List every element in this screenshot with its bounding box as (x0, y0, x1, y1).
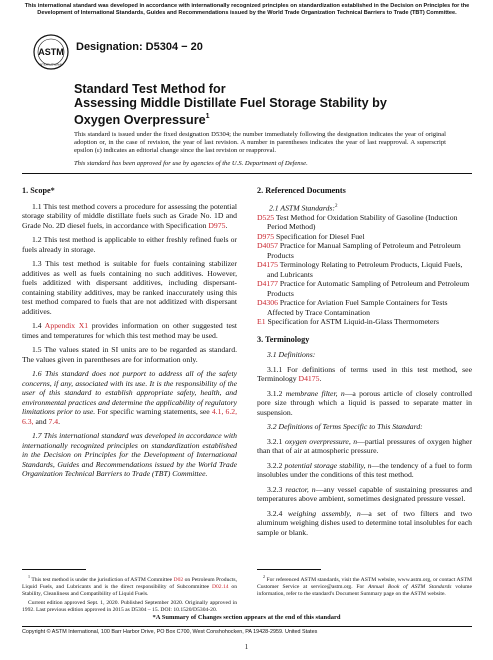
paragraph-1-1: 1.1 This test method covers a procedure for assessing the potential storage stability of middle distillate fuels such as Grade No. 1D and Grade No. 2D diesel fuels, in accordance with Specification D975. (22, 201, 237, 230)
reference-item[interactable]: E1 Specification for ASTM Liquid-in-Glass Thermometers (257, 317, 439, 327)
paragraph-3-2-2: 3.2.2 potential storage stability, n—the tendency of a fuel to form insolubles under the conditions of this test method. (257, 460, 472, 480)
scope-heading: 1. Scope* (22, 186, 55, 195)
reference-item[interactable]: D4175 Terminology Relating to Petroleum Products, Liquid Fuels, and Lubricants (257, 260, 463, 279)
reference-item[interactable]: D4306 Practice for Aviation Fuel Sample Containers for Tests Affected by Trace Contamination (257, 298, 448, 317)
reference-item[interactable]: D4177 Practice for Automatic Sampling of Petroleum and Petroleum Products (257, 279, 470, 298)
paragraph-3-2-1: 3.2.1 oxygen overpressure, n—partial pressures of oxygen higher than that of air at atmospheric pressure. (257, 436, 472, 456)
terminology-heading: 3. Terminology (257, 334, 310, 344)
header-divider (22, 173, 472, 174)
paragraph-3-1-1: 3.1.1 For definitions of terms used in this test method, see Terminology D4175. (257, 364, 472, 384)
right-column (257, 178, 472, 542)
standards-notice: This international standard was developed in accordance with internationally recognized principles on standardization established in the Decision on Principles for the Development of International Standards, Guides and Recommendations issued by the World Trade Organization Technical Barriers to Trade (TBT) Committee. (24, 3, 470, 17)
ref-link-d4175[interactable]: D4175 (298, 374, 320, 384)
paragraph-3-2-3: 3.2.3 reactor, n—any vessel capable of sustaining pressures and temperatures above ambient, sometimes designated pressure vessel. (257, 484, 473, 504)
reference-item[interactable]: D4057 Practice for Manual Sampling of Petroleum and Petroleum Products (257, 241, 461, 260)
astm-standards-label: 2.1 ASTM Standards:$^2$ (269, 203, 338, 213)
ref-link-warnings[interactable]: 4.1, 6.2, 6.3, (22, 407, 238, 426)
copyright-line: Copyright © ASTM International, 100 Barr Harbor Drive, PO Box C700, West Conshohocken, PA 19428-2959. United States (22, 626, 472, 635)
svg-text:INTERNATIONAL: INTERNATIONAL (39, 62, 63, 67)
reference-item[interactable]: D975 Specification for Diesel Fuel (257, 231, 365, 241)
title-footnote-mark[interactable]: 1 (205, 113, 210, 120)
footnote-2: $^2$ For referenced ASTM standards, visit the ASTM website, www.astm.org, or contact ASTM Customer Service at service@astm.org. For Annual Book of ASTM Standards volume information, refer to the standard's Document Summary page on the ASTM website. (257, 574, 472, 598)
summary-of-changes-notice: *A Summary of Changes section appears at the end of this standard (152, 614, 341, 621)
referenced-documents-heading: 2. Referenced Documents (257, 186, 346, 195)
issued-note: This standard is issued under the fixed designation D5304; the number immediately following the designation indicates the year of original adoption or, in the case of revision, the year of last revision. A number in parentheses indicates the year of last reapproval. A superscript epsilon (ε) indicates an editorial change since the last revision or reapproval. (74, 131, 446, 155)
ref-link-7-4[interactable]: 7.4 (48, 416, 59, 426)
footnote-1: $^1$ This test method is under the jurisdiction of ASTM Committee D02 on Petroleum Products, Liquid Fuels, and Lubricants and is the direct responsibility of Subcommittee D02.14 on Stability, Cleanliness and Compatibility of Liquid Fuels. Current edition approved Sept. 1, 2020. Published September 2020. Originally approved in 1992. Last previous edition approved in 2015 as D5304 – 15. DOI: 10.1520/D5304-20. (22, 574, 237, 614)
paragraph-1-3: 1.3 This test method is suitable for fuels containing stabilizer additives as well as fuels containing no such additives. However, fuels additized with dispersant additives, including dispersant-containing stability additives, may be ranked inaccurately using this test method compared to fuels that are not additized with dispersant additives. (22, 259, 237, 316)
designation: Designation: D5304 − 20 (76, 41, 203, 53)
reference-item[interactable]: D525 Test Method for Oxidation Stability of Gasoline (Induction Period Method) (257, 212, 458, 232)
document-title (74, 82, 434, 127)
paragraph-1-6: 1.6 This standard does not purport to address all of the safety concerns, if any, associated with its use. It is the responsibility of the user of this standard to establish appropriate safety, health, and environmental practices and determine the applicability of regulatory limitations prior to use. For specific warning statements, see 4.1, 6.2, 6.3, and 7.4. (22, 369, 238, 426)
paragraph-1-4: 1.4 Appendix X1 provides information on other suggested test times and temperatures for which this test method may be used. (22, 321, 238, 340)
ref-link-d02[interactable]: D02 (173, 576, 184, 583)
left-column (22, 178, 237, 484)
page-number: 1 (244, 643, 249, 651)
paragraph-1-5: 1.5 The values stated in SI units are to be regarded as standard. The values given in parentheses are for information only. (22, 345, 237, 364)
title-line-2: Assessing Middle Distillate Fuel Storage Stability by (74, 96, 387, 110)
title-line-1: Standard Test Method for (74, 82, 226, 96)
reference-list (257, 213, 472, 327)
title-line-3: Oxygen Overpressure$^1$ (74, 113, 210, 127)
paragraph-1-2: 1.2 This test method is applicable to either freshly refined fuels or fuels already in storage. (22, 235, 237, 254)
paragraph-3-2-4: 3.2.4 weighing assembly, n—a set of two filters and two aluminum weighing dishes used to determine total insolubles for each sample or blank. (257, 508, 473, 537)
footnote-divider-left (22, 569, 86, 570)
specific-definitions-label: 3.2 Definitions of Terms Specific to This Standard: (267, 422, 423, 432)
paragraph-3-1-2: 3.1.2 membrane filter, n—a porous article of closely controlled pore size through which a liquid is passed to separate matter in suspension. (257, 388, 473, 417)
ref-link-d02-14[interactable]: D02.14 (211, 584, 229, 591)
paragraph-1-7: 1.7 This international standard was developed in accordance with internationally recognized principles on standardization established in the Decision on Principles for the Development of International Standards, Guides and Recommendations issued by the World Trade Organization Technical Barriers to Trade (TBT) Committee. (22, 431, 237, 478)
approved-note: This standard has been approved for use by agencies of the U.S. Department of Defense. (74, 160, 308, 167)
ref-link-d975[interactable]: D975 (208, 220, 226, 230)
astm-logo-icon (33, 34, 69, 70)
ref-link-appendix-x1[interactable]: Appendix X1 (44, 321, 89, 330)
footnote-divider-right (257, 569, 321, 570)
definitions-label: 3.1 Definitions: (267, 350, 316, 360)
svg-text:ASTM: ASTM (38, 47, 64, 57)
